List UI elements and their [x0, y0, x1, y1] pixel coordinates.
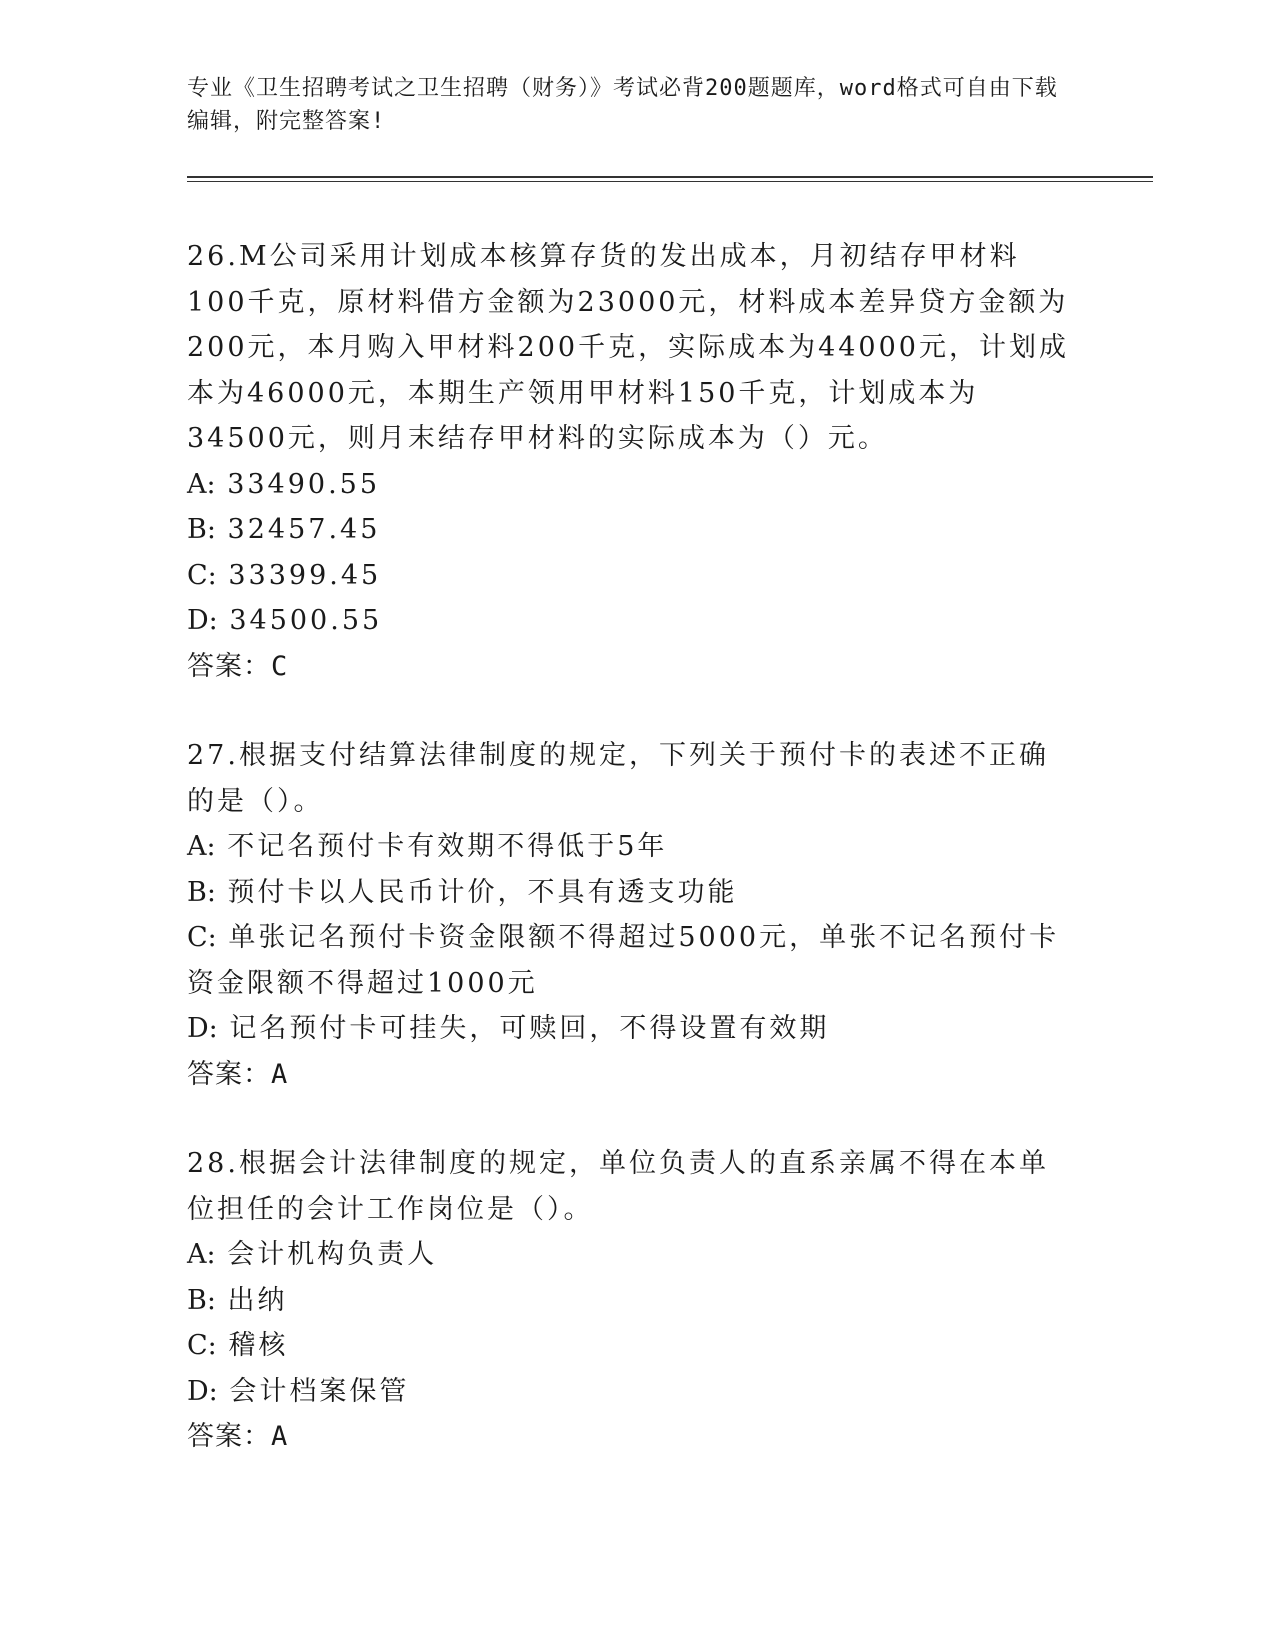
option-text: 34500.55 — [229, 605, 383, 636]
option-b — [187, 1278, 1077, 1324]
option-letter: D: — [187, 1013, 218, 1044]
header-rule-thin — [187, 181, 1153, 182]
option-c — [187, 553, 1077, 599]
option-letter: A: — [187, 1239, 216, 1270]
option-letter: A: — [187, 468, 216, 500]
option-a — [187, 462, 1077, 508]
option-a — [187, 824, 1077, 870]
option-text: 单张记名预付卡资金限额不得超过5000元，单张不记名预付卡资金限额不得超过1000元 — [187, 922, 1060, 999]
answer-line — [187, 1414, 1077, 1460]
answer-value: A — [271, 1058, 289, 1090]
option-letter: B: — [187, 1284, 216, 1316]
option-text: 33399.45 — [228, 559, 382, 591]
option-letter: A: — [187, 831, 216, 862]
option-text: 会计机构负责人 — [227, 1239, 438, 1270]
option-letter: C: — [187, 559, 217, 591]
option-a — [187, 1232, 1077, 1278]
option-c — [187, 1323, 1077, 1369]
option-text: 32457.45 — [227, 514, 381, 545]
option-letter: C: — [187, 1330, 217, 1361]
option-text: 预付卡以人民币计价，不具有透支功能 — [227, 876, 738, 908]
option-c — [187, 915, 1077, 1006]
question-list — [187, 234, 1077, 1504]
option-letter: D: — [187, 605, 218, 636]
option-text: 会计档案保管 — [229, 1375, 410, 1407]
answer-label: 答案： — [187, 650, 271, 682]
answer-label: 答案： — [187, 1058, 271, 1090]
option-text: 不记名预付卡有效期不得低于5年 — [227, 831, 668, 862]
answer-line — [187, 1052, 1077, 1098]
question-26 — [187, 234, 1077, 689]
question-28 — [187, 1141, 1077, 1460]
option-b — [187, 870, 1077, 916]
option-text: 稽核 — [228, 1330, 289, 1361]
option-text: 出纳 — [227, 1284, 288, 1316]
header-rule-thick — [187, 176, 1153, 178]
question-27 — [187, 733, 1077, 1097]
option-d — [187, 1369, 1077, 1415]
answer-value: A — [271, 1421, 289, 1452]
answer-label: 答案： — [187, 1421, 271, 1452]
option-text: 33490.55 — [227, 468, 381, 500]
question-stem: 26.M公司采用计划成本核算存货的发出成本，月初结存甲材料100千克，原材料借方金额为23000元，材料成本差异贷方金额为200元，本月购入甲材料200千克，实际成本为44000元，计划成本为46000元，本期生产领用甲材料150千克，计划成本为34500元，则月末结存甲材料的实际成本为（）元。 — [187, 241, 1069, 454]
question-stem: 27.根据支付结算法律制度的规定，下列关于预付卡的表述不正确的是（）。 — [187, 740, 1049, 817]
question-stem: 28.根据会计法律制度的规定，单位负责人的直系亲属不得在本单位担任的会计工作岗位是（）。 — [187, 1148, 1049, 1225]
answer-value: C — [271, 650, 289, 682]
option-b — [187, 507, 1077, 553]
option-letter: C: — [187, 922, 217, 953]
option-letter: B: — [187, 514, 216, 545]
option-d — [187, 598, 1077, 644]
option-letter: D: — [187, 1375, 218, 1407]
answer-line — [187, 644, 1077, 690]
document-header: 专业《卫生招聘考试之卫生招聘（财务）》考试必背200题题库，word格式可自由下载编辑，附完整答案! — [187, 76, 1058, 134]
option-text: 记名预付卡可挂失，可赎回，不得设置有效期 — [229, 1013, 830, 1044]
option-d — [187, 1006, 1077, 1052]
option-letter: B: — [187, 876, 216, 908]
